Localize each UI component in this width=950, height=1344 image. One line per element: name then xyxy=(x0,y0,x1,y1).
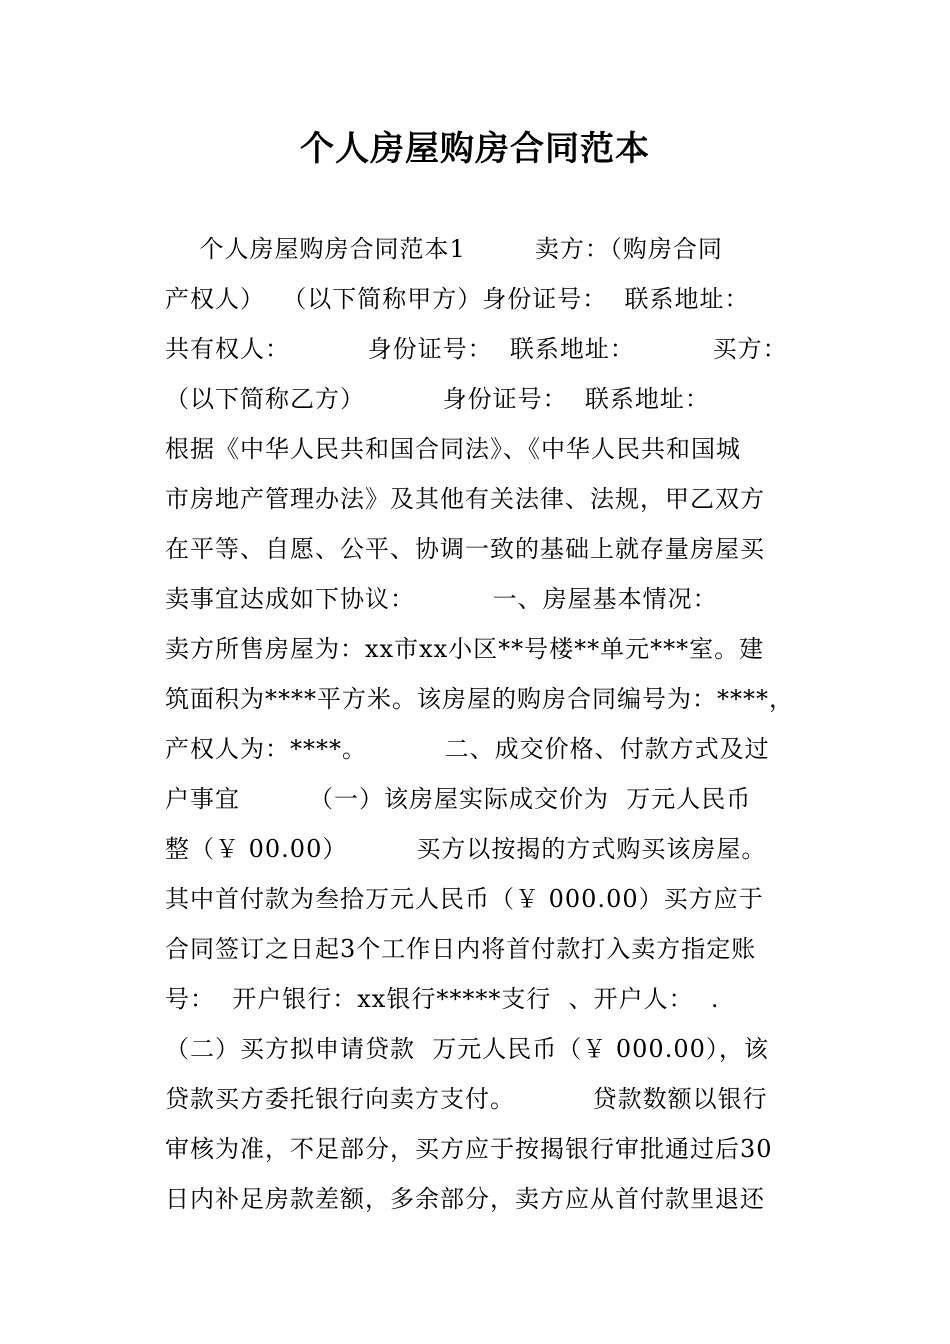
body-line: 产权人为：****。 二、成交价格、付款方式及过 xyxy=(165,735,770,763)
body-line: 户事宜 （一）该房屋实际成交价为 万元人民币 xyxy=(165,785,752,813)
body-line: 根据《中华人民共和国合同法》、《中华人民共和国城 xyxy=(165,435,741,463)
body-line: （二）买方拟申请贷款 万元人民币（￥ 000.00），该 xyxy=(165,1035,769,1063)
body-line: 在平等、自愿、公平、协调一致的基础上就存量房屋买 xyxy=(165,535,765,563)
document-title: 个人房屋购房合同范本 xyxy=(300,129,650,169)
body-line: 产权人） （以下简称甲方）身份证号： 联系地址： xyxy=(165,285,750,313)
body-line: 审核为准，不足部分，买方应于按揭银行审批通过后30 xyxy=(165,1135,773,1163)
body-line: 其中首付款为叁拾万元人民币（￥ 000.00）买方应于 xyxy=(165,885,764,913)
body-line: 市房地产管理办法》及其他有关法律、法规，甲乙双方 xyxy=(165,485,765,513)
body-line: 个人房屋购房合同范本1 卖方：（购房合同 xyxy=(165,235,723,263)
document-body xyxy=(165,224,795,1224)
body-line: 日内补足房款差额，多余部分，卖方应从首付款里退还 xyxy=(165,1185,765,1213)
body-line: 卖方所售房屋为：xx市xx小区**号楼**单元***室。建 xyxy=(165,635,765,663)
body-line: 贷款买方委托银行向卖方支付。 贷款数额以银行 xyxy=(165,1085,768,1113)
body-line: 整（￥ 00.00） 买方以按揭的方式购买该房屋。 xyxy=(165,835,767,863)
body-line: 卖事宜达成如下协议： 一、房屋基本情况： xyxy=(165,585,718,613)
body-line: 合同签订之日起3个工作日内将首付款打入卖方指定账 xyxy=(165,935,757,963)
body-line: 号： 开户银行：xx银行*****支行 、开户人： . xyxy=(165,985,720,1013)
body-line: （以下简称乙方） 身份证号： 联系地址： xyxy=(165,385,710,413)
body-line: 共有权人： 身份证号： 联系地址： 买方： xyxy=(165,335,788,363)
body-line: 筑面积为****平方米。该房屋的购房合同编号为：****， xyxy=(165,685,794,713)
